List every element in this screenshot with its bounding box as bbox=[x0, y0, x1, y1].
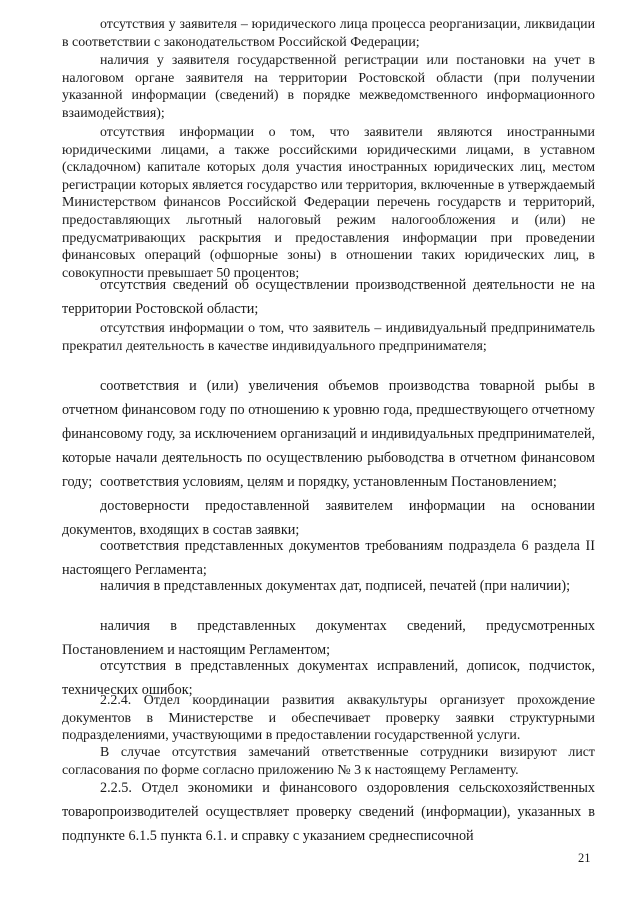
paragraph-conditions: соответствия условиям, целям и порядку, установленным Постановлением; bbox=[100, 474, 557, 490]
paragraph-reorganization: отсутствия у заявителя – юридического лица процесса реорганизации, ликвидации в соответствии с законодательством Российской Федерации; bbox=[62, 17, 595, 50]
paragraph-entrepreneur: отсутствия информации о том, что заявитель – индивидуальный предприниматель прекратил деятельность в качестве индивидуального предпринимателя; bbox=[62, 321, 595, 354]
paragraph-reliability: достоверности предоставленной заявителем информации на основании документов, входящих в состав заявки; bbox=[62, 498, 595, 538]
paragraph-approval-sheet: В случае отсутствия замечаний ответственные сотрудники визируют лист согласования по форме согласно приложению № 3 к настоящему Регламенту. bbox=[62, 745, 595, 778]
paragraph-dates-signatures: наличия в представленных документах дат, подписей, печатей (при наличии); bbox=[100, 578, 571, 594]
paragraph-requirements: соответствия представленных документов требованиям подраздела 6 раздела II настоящего Регламента; bbox=[62, 538, 595, 578]
paragraph-required-info: наличия в представленных документах сведений, предусмотренных Постановлением и настоящим Регламентом; bbox=[62, 618, 595, 658]
page-number: 21 bbox=[578, 851, 591, 865]
paragraph-no-corrections: отсутствия в представленных документах исправлений, дописок, подчисток, технических ошибок; bbox=[62, 658, 595, 698]
paragraph-foreign-entities: отсутствия информации о том, что заявители являются иностранными юридическими лицами, а также российскими юридическими лицами, в уставном (складочном) капитале которых доля участия иностранных юридических лиц, местом регистрации которых является государство или территория, включенные в утверждаемый Министерством финансов Российской Федерации перечень государств и территорий, предоставляющих льготный налоговый режим налогообложения и (или) не предусматривающих раскрытия и предоставления информации при проведении финансовых операций (офшорные зоны) в отношении таких юридических лиц, в совокупности превышает 50 процентов; bbox=[62, 125, 595, 281]
paragraph-production-region: отсутствия сведений об осуществлении производственной деятельности не на территории Ростовской области; bbox=[62, 277, 595, 317]
paragraph-registration: наличия у заявителя государственной регистрации или постановки на учет в налоговом органе заявителя на территории Ростовской области (при получении указанной информации (сведений) в порядке межведомственного информационного взаимодействия); bbox=[62, 53, 595, 121]
paragraph-2-2-4: 2.2.4. Отдел координации развития аквакультуры организует прохождение документов в Министерстве и обеспечивает проверку заявки структурными подразделениями, участвующими в предоставлении государственной услуги. bbox=[62, 693, 595, 744]
paragraph-fish-production: соответствия и (или) увеличения объемов производства товарной рыбы в отчетном финансовом году по отношению к уровню года, предшествующего отчетному финансовому году, за исключением организаций и индивидуальных предпринимателей, которые начали деятельность по осуществлению рыбоводства в отчетном финансовом году; bbox=[62, 378, 595, 490]
paragraph-2-2-5: 2.2.5. Отдел экономики и финансового оздоровления сельскохозяйственных товаропроизводителей осуществляет проверку сведений (информации), указанных в подпункте 6.1.5 пункта 6.1. и справку с указанием среднесписочной bbox=[62, 780, 595, 844]
